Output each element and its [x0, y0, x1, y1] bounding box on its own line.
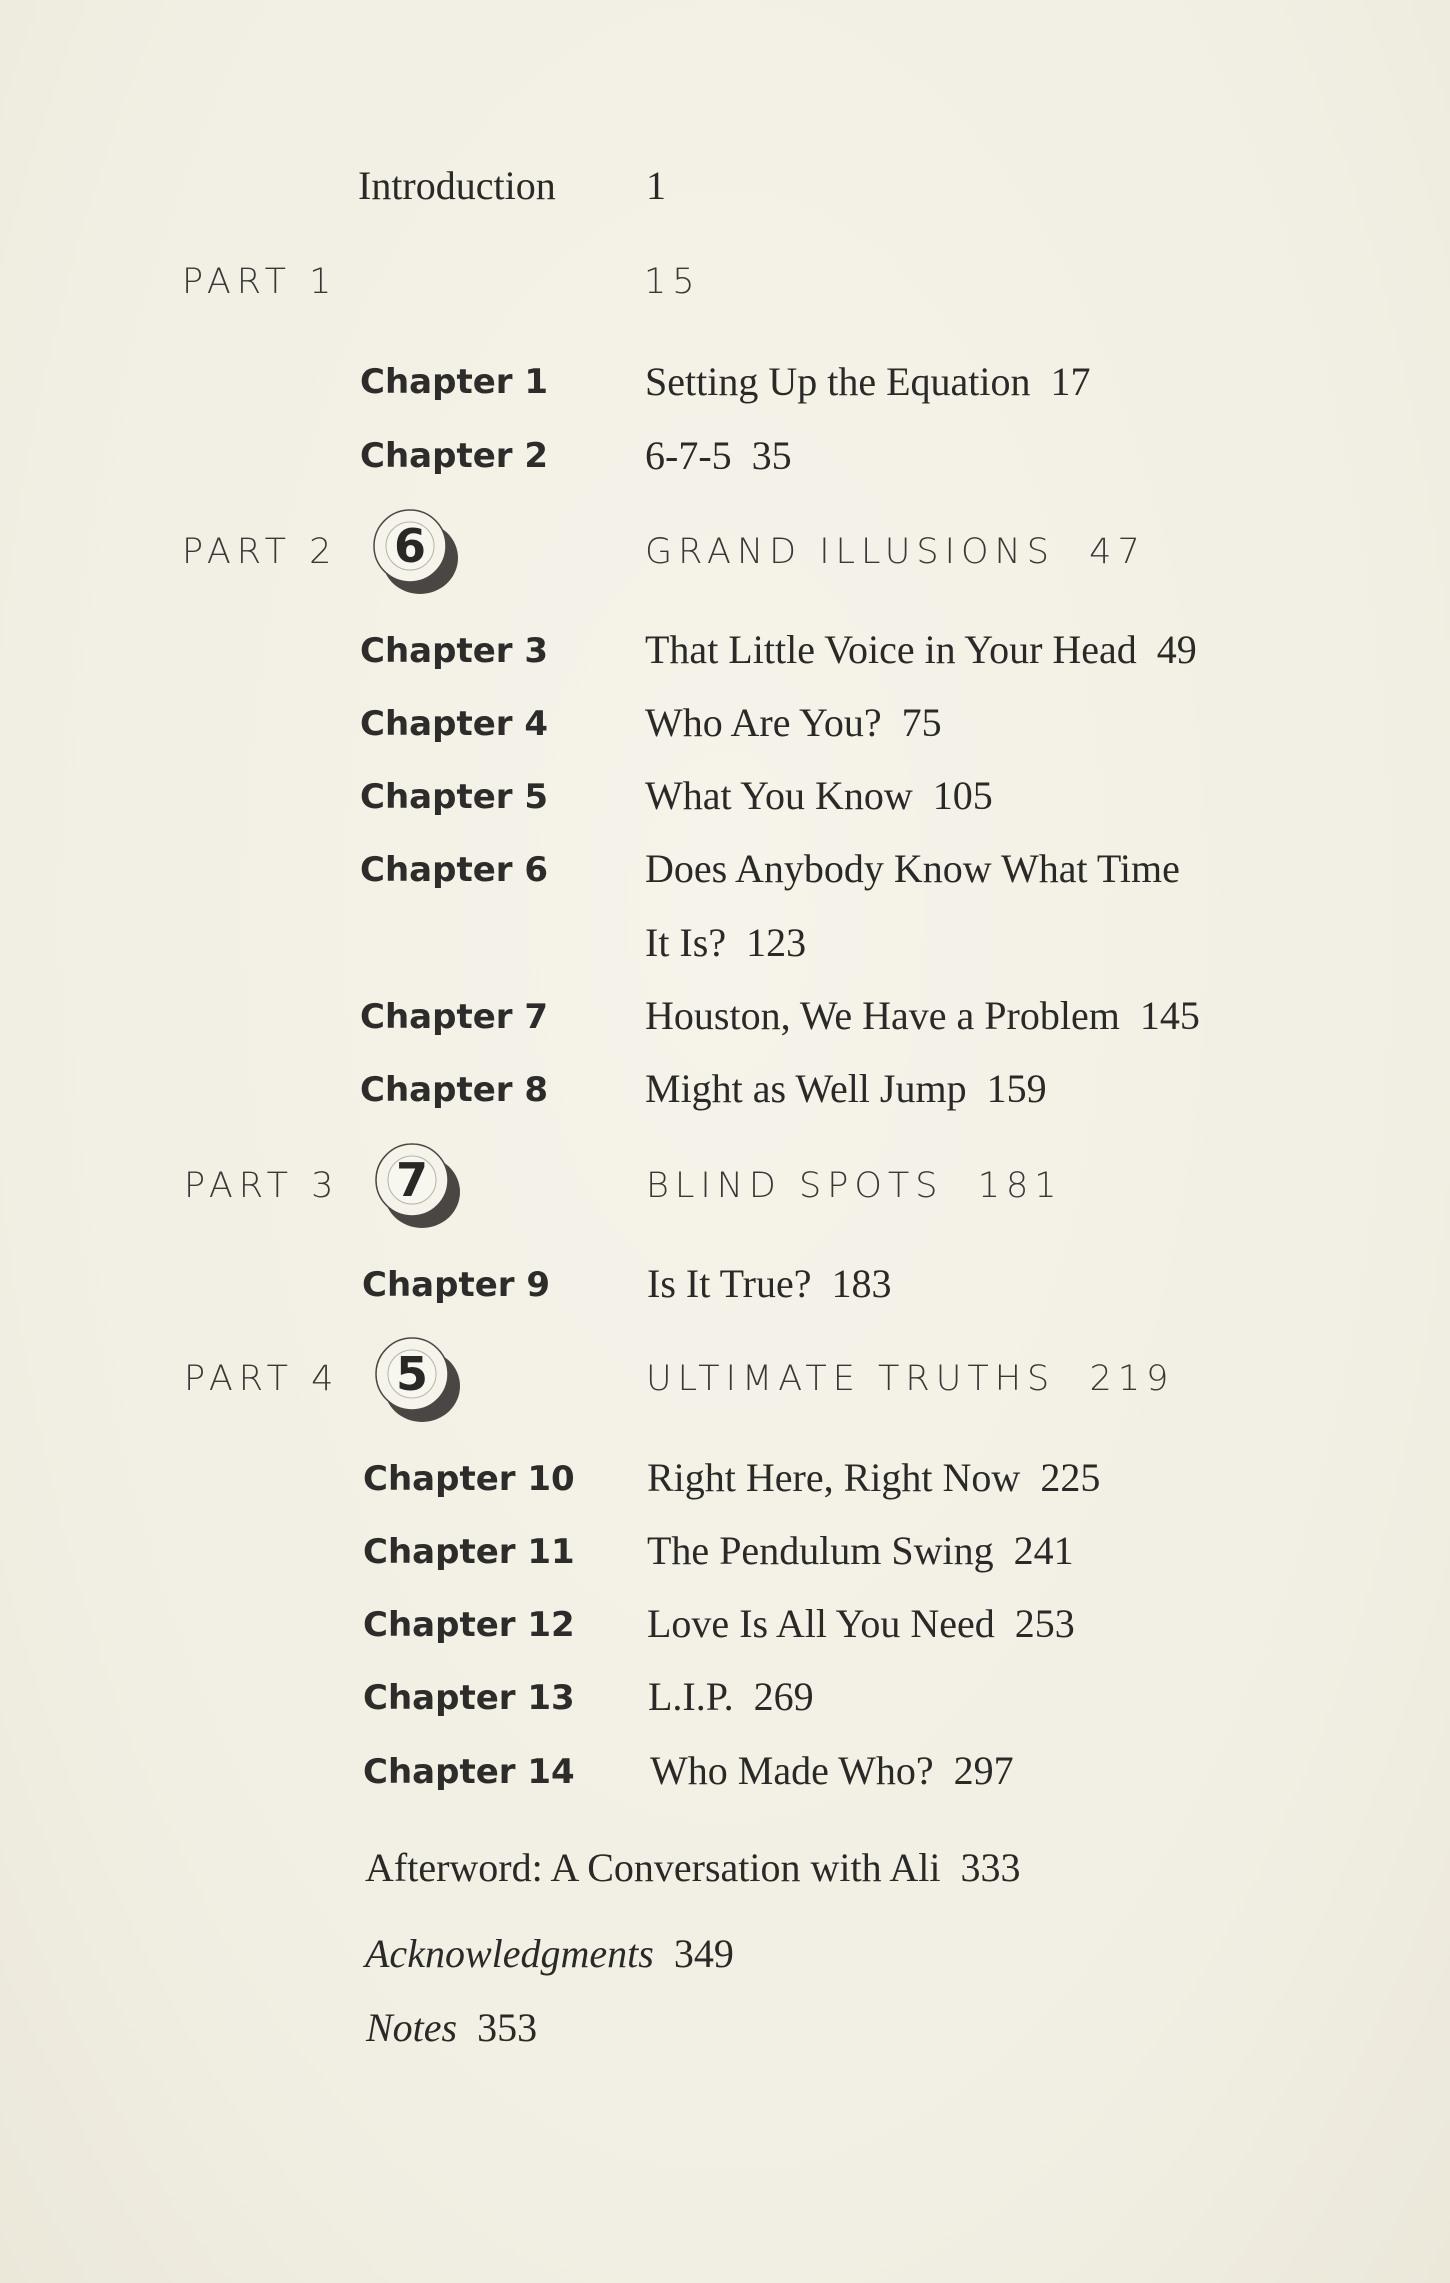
chapter-3-page: 49 — [1156, 627, 1197, 672]
chapter-14-title: Who Made Who? 297 — [650, 1748, 1014, 1793]
chapter-5-label: Chapter 5 — [360, 777, 549, 817]
chapter-2-label: Chapter 2 — [360, 436, 549, 476]
chapter-8-page: 159 — [986, 1066, 1047, 1111]
chapter-7-title: Houston, We Have a Problem 145 — [645, 993, 1200, 1038]
part-3-page: 181 — [977, 1166, 1063, 1206]
chapter-9-page: 183 — [831, 1261, 892, 1306]
chapter-3-label: Chapter 3 — [360, 631, 549, 671]
chapter-2-page: 35 — [751, 433, 792, 478]
chapter-8-title: Might as Well Jump 159 — [645, 1066, 1047, 1111]
chapter-6-label: Chapter 6 — [360, 850, 549, 890]
pool-ball-7-icon — [366, 1134, 462, 1230]
svg-text:7: 7 — [395, 1153, 429, 1207]
chapter-12-title: Love Is All You Need 253 — [647, 1601, 1075, 1646]
chapter-4-label: Chapter 4 — [360, 704, 549, 744]
chapter-6-title: Does Anybody Know What Time — [645, 846, 1180, 891]
chapter-12-label: Chapter 12 — [363, 1605, 575, 1645]
pool-ball-6-icon — [364, 500, 460, 596]
chapter-4-title: Who Are You? 75 — [645, 700, 942, 745]
chapter-13-label: Chapter 13 — [363, 1678, 575, 1718]
afterword-page: 333 — [960, 1845, 1021, 1890]
acknowledgments-page: 349 — [673, 1931, 734, 1976]
part-2-page: 47 — [1089, 532, 1146, 572]
chapter-14-page: 297 — [953, 1748, 1014, 1793]
chapter-11-title: The Pendulum Swing 241 — [647, 1528, 1074, 1573]
part-3-title: BLIND SPOTS 181 — [646, 1166, 1063, 1206]
chapter-10-label: Chapter 10 — [363, 1459, 575, 1499]
part-1-page: 15 — [644, 262, 701, 302]
chapter-11-page: 241 — [1013, 1528, 1074, 1573]
chapter-11-label: Chapter 11 — [363, 1532, 575, 1572]
chapter-14-label: Chapter 14 — [363, 1752, 575, 1792]
chapter-1-label: Chapter 1 — [360, 362, 549, 402]
part-1-label: PART 1 — [182, 262, 338, 302]
chapter-8-label: Chapter 8 — [360, 1070, 549, 1110]
chapter-10-page: 225 — [1040, 1455, 1101, 1500]
chapter-13-title: L.I.P. 269 — [648, 1674, 814, 1719]
chapter-1-page: 17 — [1050, 359, 1091, 404]
pool-ball-5-icon — [366, 1328, 462, 1424]
chapter-9-label: Chapter 9 — [362, 1265, 551, 1305]
chapter-9-title: Is It True? 183 — [647, 1261, 892, 1306]
svg-text:5: 5 — [395, 1347, 429, 1401]
part-4-label: PART 4 — [184, 1359, 340, 1399]
chapter-4-page: 75 — [901, 700, 942, 745]
chapter-12-page: 253 — [1014, 1601, 1075, 1646]
chapter-6-title-cont: It Is? 123 — [645, 920, 807, 965]
chapter-13-page: 269 — [753, 1674, 814, 1719]
notes-page: 353 — [477, 2005, 538, 2050]
part-2-title: GRAND ILLUSIONS 47 — [645, 532, 1146, 572]
chapter-6-page: 123 — [746, 920, 807, 965]
introduction-label: Introduction — [358, 163, 556, 208]
part-4-title: ULTIMATE TRUTHS 219 — [646, 1359, 1175, 1399]
chapter-5-title: What You Know 105 — [645, 773, 993, 818]
part-4-page: 219 — [1089, 1359, 1175, 1399]
part-3-label: PART 3 — [184, 1166, 340, 1206]
acknowledgments-entry: Acknowledgments 349 — [365, 1931, 734, 1976]
chapter-1-title: Setting Up the Equation 17 — [645, 359, 1091, 404]
part-2-label: PART 2 — [182, 532, 338, 572]
chapter-2-title: 6-7-5 35 — [645, 433, 792, 478]
chapter-5-page: 105 — [932, 773, 993, 818]
chapter-7-label: Chapter 7 — [360, 997, 549, 1037]
afterword-entry: Afterword: A Conversation with Ali 333 — [365, 1845, 1021, 1890]
notes-entry: Notes 353 — [366, 2005, 538, 2050]
chapter-7-page: 145 — [1139, 993, 1200, 1038]
chapter-3-title: That Little Voice in Your Head 49 — [645, 627, 1197, 672]
chapter-10-title: Right Here, Right Now 225 — [647, 1455, 1101, 1500]
svg-text:6: 6 — [393, 519, 427, 573]
introduction-page: 1 — [646, 163, 666, 208]
